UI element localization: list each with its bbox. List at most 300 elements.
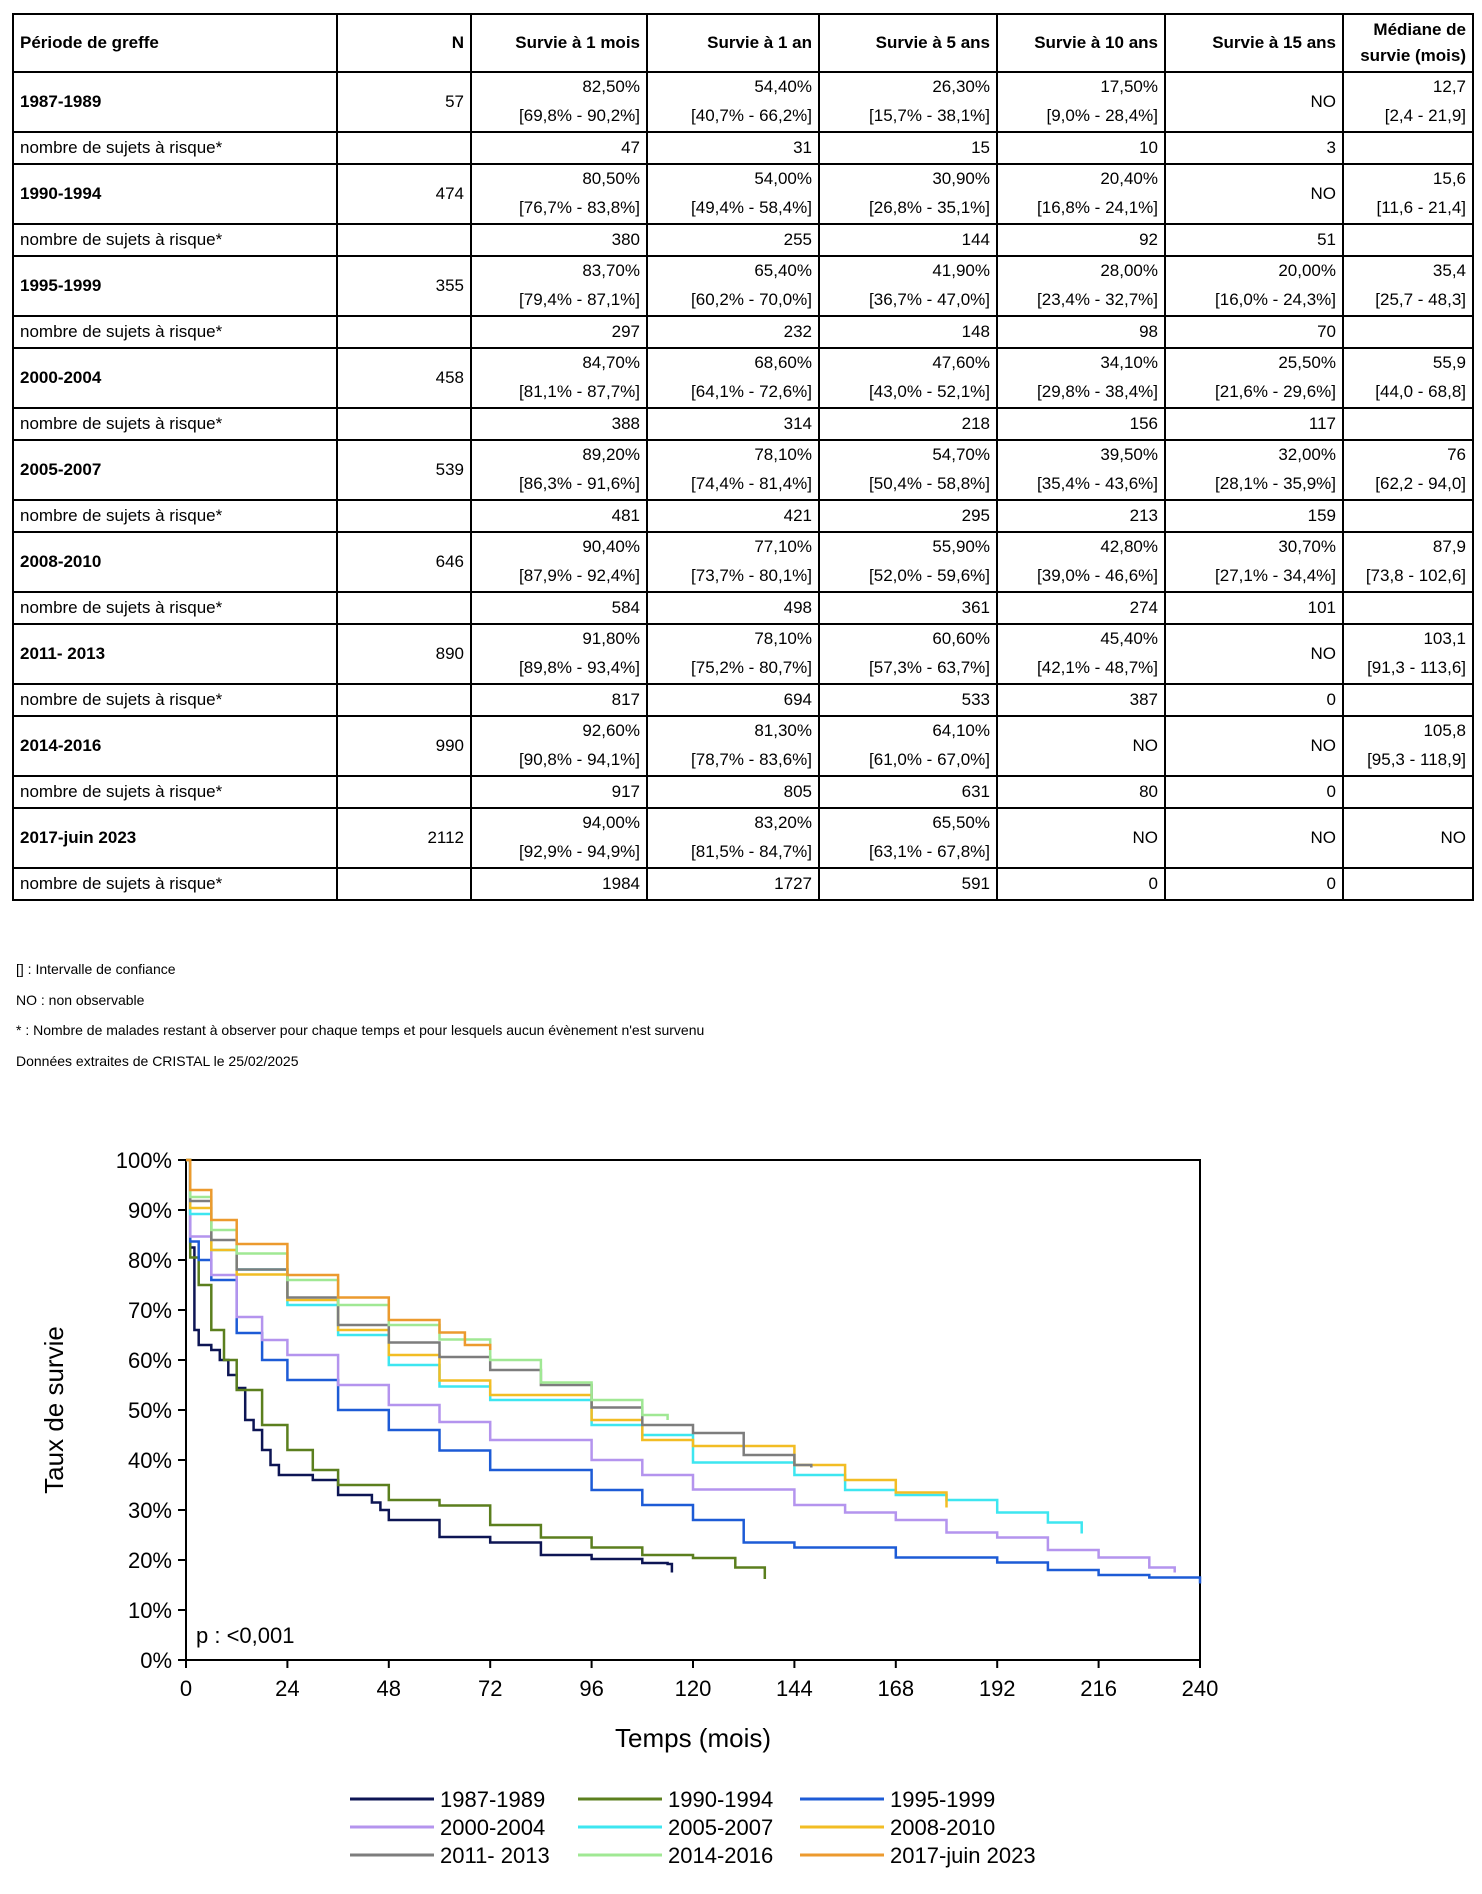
survival-cell	[819, 532, 997, 592]
survival-cell-stack	[478, 441, 640, 499]
y-tick-label: 100%	[115, 1148, 172, 1173]
survival-cell	[819, 348, 997, 408]
confidence-interval: [78,7% - 83,6%]	[691, 750, 812, 769]
survival-cell-stack	[826, 809, 990, 867]
survival-cell	[819, 256, 997, 316]
survival-cell	[1343, 72, 1473, 132]
table-row	[13, 348, 1473, 408]
survival-cell	[997, 716, 1165, 776]
survival-value: 91,80%	[582, 629, 640, 648]
survival-cell-stack	[1004, 625, 1158, 683]
risk-label: nombre de sujets à risque*	[13, 316, 337, 348]
risk-count: 92	[997, 224, 1165, 256]
risk-n-empty	[337, 316, 471, 348]
risk-count: 51	[1165, 224, 1343, 256]
survival-cell	[1343, 164, 1473, 224]
confidence-interval: [63,1% - 67,8%]	[869, 842, 990, 861]
survival-value: 77,10%	[754, 537, 812, 556]
survival-cell	[997, 624, 1165, 684]
y-axis-title: Taux de survie	[39, 1326, 69, 1494]
confidence-interval: [23,4% - 32,7%]	[1037, 290, 1158, 309]
confidence-interval: [81,1% - 87,7%]	[519, 382, 640, 401]
survival-cell-stack	[1004, 73, 1158, 131]
survival-value: NO	[1132, 828, 1158, 847]
risk-count: 232	[647, 316, 819, 348]
risk-count: 498	[647, 592, 819, 624]
risk-n-empty	[337, 224, 471, 256]
survival-cell	[997, 532, 1165, 592]
survival-cell-stack	[654, 73, 812, 131]
risk-label: nombre de sujets à risque*	[13, 868, 337, 900]
survival-value: 84,70%	[582, 353, 640, 372]
risk-count: 917	[471, 776, 647, 808]
risk-count: 274	[997, 592, 1165, 624]
period-cell: 2014-2016	[13, 716, 337, 776]
y-tick-label: 40%	[127, 1448, 172, 1473]
survival-cell-stack	[654, 625, 812, 683]
header-n: N	[337, 14, 471, 72]
risk-row	[13, 776, 1473, 808]
survival-cell	[819, 72, 997, 132]
confidence-interval: [92,9% - 94,9%]	[519, 842, 640, 861]
survival-cell	[1165, 164, 1343, 224]
risk-label: nombre de sujets à risque*	[13, 132, 337, 164]
survival-cell	[647, 716, 819, 776]
x-tick-label: 48	[376, 1676, 402, 1701]
risk-row	[13, 684, 1473, 716]
survival-cell	[647, 164, 819, 224]
risk-count: 533	[819, 684, 997, 716]
risk-label: nombre de sujets à risque*	[13, 684, 337, 716]
y-tick-label: 50%	[127, 1398, 172, 1423]
survival-cell	[647, 348, 819, 408]
confidence-interval: [9,0% - 28,4%]	[1046, 106, 1158, 125]
risk-label: nombre de sujets à risque*	[13, 592, 337, 624]
risk-row	[13, 224, 1473, 256]
survival-value: NO	[1310, 184, 1336, 203]
survival-value: 105,8	[1423, 721, 1466, 740]
risk-count: 15	[819, 132, 997, 164]
header-survie-10-ans: Survie à 10 ans	[997, 14, 1165, 72]
survival-cell-stack	[1350, 625, 1466, 683]
confidence-interval: [60,2% - 70,0%]	[691, 290, 812, 309]
risk-count	[1343, 316, 1473, 348]
confidence-interval: [25,7 - 48,3]	[1375, 290, 1466, 309]
risk-count: 481	[471, 500, 647, 532]
risk-count: 805	[647, 776, 819, 808]
survival-cell-stack	[1172, 441, 1336, 499]
footnote-ci: [] : Intervalle de confiance	[16, 961, 176, 977]
period-cell: 2017-juin 2023	[13, 808, 337, 868]
table-row	[13, 532, 1473, 592]
survival-cell-stack	[654, 717, 812, 775]
survival-cell-stack	[478, 73, 640, 131]
survival-cell-stack	[478, 349, 640, 407]
survival-cell-stack	[1004, 165, 1158, 223]
risk-count: 80	[997, 776, 1165, 808]
confidence-interval: [40,7% - 66,2%]	[691, 106, 812, 125]
legend-label: 1990-1994	[668, 1787, 774, 1812]
table-row	[13, 256, 1473, 316]
header-periode: Période de greffe	[13, 14, 337, 72]
confidence-interval: [42,1% - 48,7%]	[1037, 658, 1158, 677]
risk-count: 218	[819, 408, 997, 440]
risk-count: 10	[997, 132, 1165, 164]
header-survie-1-mois: Survie à 1 mois	[471, 14, 647, 72]
period-cell: 2005-2007	[13, 440, 337, 500]
legend-label: 2005-2007	[668, 1815, 774, 1840]
period-cell: 2008-2010	[13, 532, 337, 592]
period-cell: 2011- 2013	[13, 624, 337, 684]
survival-cell-stack	[826, 533, 990, 591]
survival-value: 30,70%	[1278, 537, 1336, 556]
x-tick-label: 0	[179, 1676, 193, 1701]
survival-cell	[819, 440, 997, 500]
confidence-interval: [89,8% - 93,4%]	[519, 658, 640, 677]
confidence-interval: [39,0% - 46,6%]	[1037, 566, 1158, 585]
x-tick-label: 24	[275, 1676, 300, 1701]
table-body	[13, 72, 1473, 900]
n-cell: 646	[337, 532, 471, 592]
survival-cell	[1343, 532, 1473, 592]
survival-value: 25,50%	[1278, 353, 1336, 372]
survival-value: 54,40%	[754, 77, 812, 96]
n-cell: 355	[337, 256, 471, 316]
risk-count: 159	[1165, 500, 1343, 532]
risk-count: 213	[997, 500, 1165, 532]
confidence-interval: [21,6% - 29,6%]	[1215, 382, 1336, 401]
survival-cell-stack	[1350, 257, 1466, 315]
survival-chart	[0, 1130, 1482, 1894]
confidence-interval: [75,2% - 80,7%]	[691, 658, 812, 677]
x-tick-label: 216	[1080, 1676, 1117, 1701]
survival-value: 30,90%	[932, 169, 990, 188]
risk-n-empty	[337, 868, 471, 900]
survival-value: NO	[1310, 828, 1336, 847]
survival-cell-stack	[654, 441, 812, 499]
survival-cell	[471, 532, 647, 592]
survival-cell	[819, 624, 997, 684]
period-cell: 2000-2004	[13, 348, 337, 408]
survival-value: 68,60%	[754, 353, 812, 372]
survival-cell	[1165, 72, 1343, 132]
survival-value: 83,20%	[754, 813, 812, 832]
survival-value: 34,10%	[1100, 353, 1158, 372]
legend-label: 2017-juin 2023	[890, 1843, 1036, 1868]
risk-count: 156	[997, 408, 1165, 440]
survival-cell	[647, 532, 819, 592]
survival-value: 15,6	[1432, 169, 1466, 188]
survival-cell-stack	[826, 717, 990, 775]
survival-cell	[471, 164, 647, 224]
confidence-interval: [49,4% - 58,4%]	[691, 198, 812, 217]
risk-n-empty	[337, 684, 471, 716]
confidence-interval: [35,4% - 43,6%]	[1037, 474, 1158, 493]
n-cell: 474	[337, 164, 471, 224]
footnote-no: NO : non observable	[16, 991, 145, 1008]
confidence-interval: [73,7% - 80,1%]	[691, 566, 812, 585]
survival-cell	[1165, 256, 1343, 316]
n-cell: 458	[337, 348, 471, 408]
survival-cell	[471, 256, 647, 316]
survival-cell	[1343, 808, 1473, 868]
period-cell: 1990-1994	[13, 164, 337, 224]
survival-cell-stack	[478, 625, 640, 683]
survival-cell-stack	[826, 73, 990, 131]
risk-n-empty	[337, 592, 471, 624]
risk-label: nombre de sujets à risque*	[13, 224, 337, 256]
survival-value: 89,20%	[582, 445, 640, 464]
series-line	[186, 1160, 1082, 1534]
survival-value: 87,9	[1432, 537, 1466, 556]
legend-label: 2014-2016	[668, 1843, 774, 1868]
survival-cell-stack	[1172, 533, 1336, 591]
x-tick-label: 72	[477, 1676, 503, 1701]
table-row	[13, 624, 1473, 684]
survival-cell-stack	[1172, 257, 1336, 315]
table-header-row	[13, 14, 1473, 72]
risk-count: 694	[647, 684, 819, 716]
risk-count: 1727	[647, 868, 819, 900]
survival-cell-stack	[654, 257, 812, 315]
table-row	[13, 72, 1473, 132]
survival-cell	[819, 716, 997, 776]
survival-cell-stack	[654, 809, 812, 867]
confidence-interval: [79,4% - 87,1%]	[519, 290, 640, 309]
confidence-interval: [73,8 - 102,6]	[1365, 566, 1466, 585]
survival-cell-stack	[1004, 533, 1158, 591]
survival-value: 41,90%	[932, 261, 990, 280]
risk-count: 144	[819, 224, 997, 256]
survival-value: NO	[1132, 736, 1158, 755]
survival-value: 82,50%	[582, 77, 640, 96]
survival-value: 20,00%	[1278, 261, 1336, 280]
series-line	[186, 1160, 765, 1579]
survival-value: 35,4	[1432, 261, 1466, 280]
header-mediane-line1: Médiane de	[1373, 20, 1466, 39]
risk-count	[1343, 408, 1473, 440]
survival-value: 65,40%	[754, 261, 812, 280]
risk-count: 98	[997, 316, 1165, 348]
survival-value: 47,60%	[932, 353, 990, 372]
survival-cell-stack	[826, 257, 990, 315]
survival-value: 42,80%	[1100, 537, 1158, 556]
survival-value: NO	[1440, 828, 1466, 847]
risk-count: 0	[1165, 684, 1343, 716]
survival-cell-stack	[1350, 717, 1466, 775]
survival-cell	[1165, 624, 1343, 684]
risk-row	[13, 500, 1473, 532]
n-cell: 990	[337, 716, 471, 776]
confidence-interval: [26,8% - 35,1%]	[869, 198, 990, 217]
risk-label: nombre de sujets à risque*	[13, 500, 337, 532]
series-line	[186, 1160, 947, 1508]
header-mediane	[1343, 14, 1473, 72]
risk-count: 817	[471, 684, 647, 716]
survival-value: 90,40%	[582, 537, 640, 556]
risk-row	[13, 132, 1473, 164]
confidence-interval: [44,0 - 68,8]	[1375, 382, 1466, 401]
confidence-interval: [16,8% - 24,1%]	[1037, 198, 1158, 217]
risk-count: 148	[819, 316, 997, 348]
y-tick-label: 30%	[127, 1498, 172, 1523]
risk-label: nombre de sujets à risque*	[13, 408, 337, 440]
confidence-interval: [43,0% - 52,1%]	[869, 382, 990, 401]
risk-count: 3	[1165, 132, 1343, 164]
survival-value: 55,9	[1432, 353, 1466, 372]
survival-cell	[997, 256, 1165, 316]
survival-cell	[1343, 348, 1473, 408]
risk-count: 0	[997, 868, 1165, 900]
risk-count: 314	[647, 408, 819, 440]
confidence-interval: [2,4 - 21,9]	[1384, 106, 1466, 125]
survival-cell	[1343, 256, 1473, 316]
risk-count: 591	[819, 868, 997, 900]
survival-cell	[647, 72, 819, 132]
confidence-interval: [57,3% - 63,7%]	[869, 658, 990, 677]
confidence-interval: [69,8% - 90,2%]	[519, 106, 640, 125]
survival-cell-stack	[826, 625, 990, 683]
risk-count: 47	[471, 132, 647, 164]
survival-cell	[997, 164, 1165, 224]
survival-value: 103,1	[1423, 629, 1466, 648]
legend-label: 2011- 2013	[440, 1843, 550, 1868]
survival-cell	[471, 440, 647, 500]
y-tick-label: 60%	[127, 1348, 172, 1373]
table-row	[13, 164, 1473, 224]
survival-cell-stack	[826, 165, 990, 223]
x-tick-label: 96	[579, 1676, 604, 1701]
risk-count	[1343, 868, 1473, 900]
survival-cell-stack	[478, 533, 640, 591]
y-tick-label: 80%	[127, 1248, 172, 1273]
confidence-interval: [61,0% - 67,0%]	[869, 750, 990, 769]
risk-count: 117	[1165, 408, 1343, 440]
table-row	[13, 716, 1473, 776]
risk-count: 584	[471, 592, 647, 624]
survival-value: 45,40%	[1100, 629, 1158, 648]
confidence-interval: [52,0% - 59,6%]	[869, 566, 990, 585]
risk-count: 387	[997, 684, 1165, 716]
survival-value: NO	[1310, 736, 1336, 755]
risk-count	[1343, 776, 1473, 808]
confidence-interval: [50,4% - 58,8%]	[869, 474, 990, 493]
y-tick-label: 90%	[127, 1198, 172, 1223]
survival-value: 80,50%	[582, 169, 640, 188]
legend-label: 2008-2010	[890, 1815, 996, 1840]
survival-cell	[997, 348, 1165, 408]
table-row	[13, 440, 1473, 500]
survival-cell-stack	[1350, 441, 1466, 499]
series-line	[186, 1160, 1175, 1573]
survival-cell-stack	[1350, 349, 1466, 407]
survival-value: 32,00%	[1278, 445, 1336, 464]
n-cell: 539	[337, 440, 471, 500]
risk-count: 297	[471, 316, 647, 348]
survival-cell-stack	[1350, 533, 1466, 591]
confidence-interval: [87,9% - 92,4%]	[519, 566, 640, 585]
survival-cell	[1165, 440, 1343, 500]
survival-table	[12, 13, 1474, 901]
survival-cell-stack	[478, 809, 640, 867]
risk-count: 388	[471, 408, 647, 440]
survival-cell-stack	[1004, 441, 1158, 499]
survival-value: 78,10%	[754, 629, 812, 648]
survival-value: 92,60%	[582, 721, 640, 740]
survival-cell	[1343, 716, 1473, 776]
y-tick-label: 10%	[127, 1598, 172, 1623]
confidence-interval: [74,4% - 81,4%]	[691, 474, 812, 493]
risk-row	[13, 316, 1473, 348]
survival-value: 54,70%	[932, 445, 990, 464]
risk-count: 101	[1165, 592, 1343, 624]
risk-count: 421	[647, 500, 819, 532]
survival-value: 28,00%	[1100, 261, 1158, 280]
survival-cell	[1165, 348, 1343, 408]
survival-value: 20,40%	[1100, 169, 1158, 188]
legend-label: 1987-1989	[440, 1787, 546, 1812]
footnote-source: Données extraites de CRISTAL le 25/02/2025	[16, 1052, 299, 1069]
risk-row	[13, 592, 1473, 624]
confidence-interval: [16,0% - 24,3%]	[1215, 290, 1336, 309]
survival-value: 39,50%	[1100, 445, 1158, 464]
y-tick-label: 0%	[140, 1648, 172, 1673]
x-axis-title: Temps (mois)	[614, 1723, 772, 1753]
survival-value: 60,60%	[932, 629, 990, 648]
confidence-interval: [29,8% - 38,4%]	[1037, 382, 1158, 401]
survival-cell	[471, 716, 647, 776]
survival-cell	[1165, 808, 1343, 868]
x-tick-label: 168	[877, 1676, 915, 1701]
legend-label: 2000-2004	[440, 1815, 546, 1840]
survival-value: NO	[1310, 92, 1336, 111]
survival-cell	[647, 808, 819, 868]
survival-cell	[819, 164, 997, 224]
period-cell: 1995-1999	[13, 256, 337, 316]
risk-row	[13, 408, 1473, 440]
risk-count: 1984	[471, 868, 647, 900]
survival-cell	[471, 808, 647, 868]
survival-cell-stack	[1004, 257, 1158, 315]
x-tick-label: 144	[776, 1676, 813, 1701]
survival-cell	[647, 256, 819, 316]
risk-count: 380	[471, 224, 647, 256]
survival-cell-stack	[1004, 349, 1158, 407]
header-survie-5-ans: Survie à 5 ans	[819, 14, 997, 72]
risk-count	[1343, 684, 1473, 716]
y-tick-label: 70%	[127, 1298, 172, 1323]
survival-value: 64,10%	[932, 721, 990, 740]
risk-n-empty	[337, 500, 471, 532]
header-survie-15-ans: Survie à 15 ans	[1165, 14, 1343, 72]
survival-value: 12,7	[1432, 77, 1466, 96]
risk-count: 631	[819, 776, 997, 808]
confidence-interval: [95,3 - 118,9]	[1367, 750, 1466, 769]
survival-cell	[471, 72, 647, 132]
survival-value: 17,50%	[1100, 77, 1158, 96]
risk-count: 31	[647, 132, 819, 164]
n-cell: 890	[337, 624, 471, 684]
confidence-interval: [91,3 - 113,6]	[1367, 658, 1466, 677]
survival-cell	[997, 808, 1165, 868]
confidence-interval: [62,2 - 94,0]	[1375, 474, 1466, 493]
risk-count: 0	[1165, 776, 1343, 808]
n-cell: 57	[337, 72, 471, 132]
survival-value: 54,00%	[754, 169, 812, 188]
confidence-interval: [27,1% - 34,4%]	[1215, 566, 1336, 585]
survival-cell	[471, 348, 647, 408]
risk-count	[1343, 224, 1473, 256]
